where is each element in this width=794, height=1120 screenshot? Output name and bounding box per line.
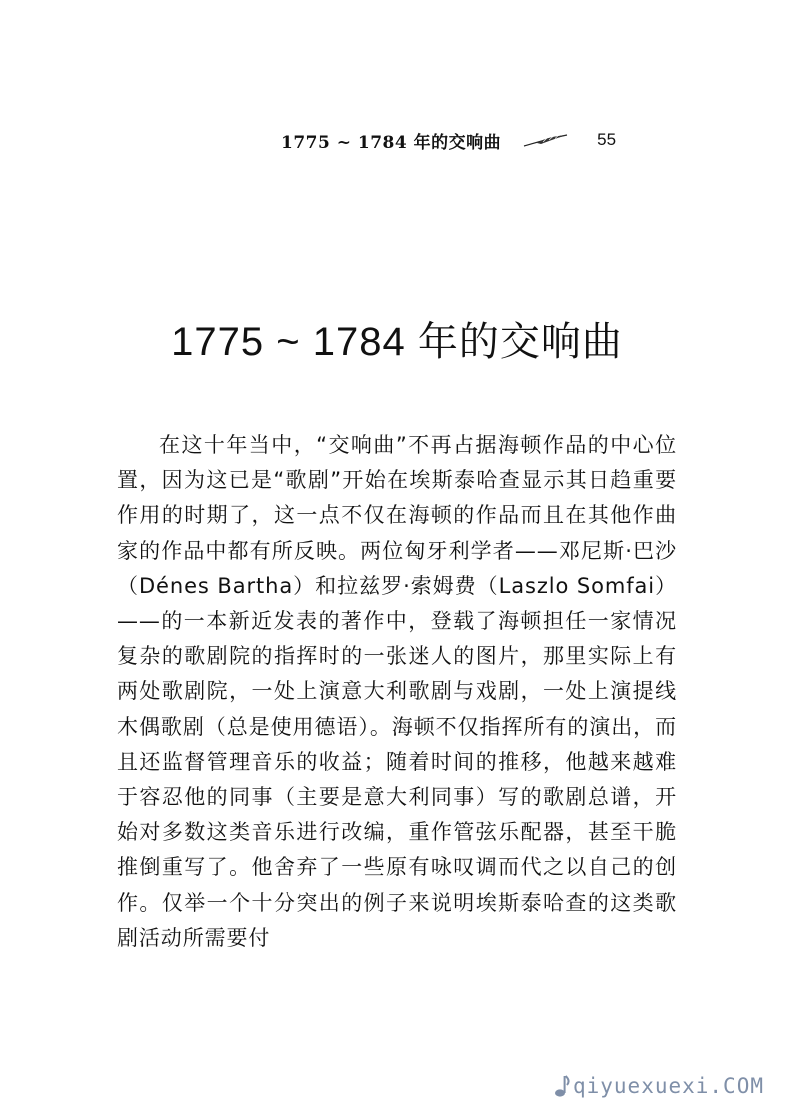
watermark-text: qiyuexuexi.COM xyxy=(572,1074,764,1098)
site-watermark xyxy=(554,1074,764,1098)
body-paragraph: 在这十年当中，“交响曲”不再占据海顿作品的中心位置，因为这已是“歌剧”开始在埃斯泰哈查显示其日趋重要作用的时期了，这一点不仅在海顿的作品而且在其他作曲家的作品中都有所反映。两位匈牙利学者——邓尼斯·巴沙（Dénes Bartha）和拉兹罗·索姆费（Laszlo Somfai）——的一本新近发表的著作中，登载了海顿担任一家情况复杂的歌剧院的指挥时的一张迷人的图片，那里实际上有两处歌剧院，一处上演意大利歌剧与戏剧，一处上演提线木偶歌剧（总是使用德语）。海顿不仅指挥所有的演出，而且还监督管理音乐的收益；随着时间的推移，他越来越难于容忍他的同事（主要是意大利同事）写的歌剧总谱，开始对多数这类音乐进行改编，重作管弦乐配器，甚至干脆推倒重写了。他舍弃了一些原有咏叹调而代之以自己的创作。仅举一个十分突出的例子来说明埃斯泰哈查的这类歌剧活动所需要付 xyxy=(117,433,677,950)
running-header xyxy=(281,126,616,154)
music-note-icon xyxy=(554,1074,570,1098)
chapter-title: 1775 ~ 1784 年的交响曲 xyxy=(171,320,623,364)
page-number: 55 xyxy=(597,130,617,149)
running-header-title: 1775 ~ 1784 年的交响曲 xyxy=(281,132,502,153)
quill-pen-ornament-icon xyxy=(523,133,569,147)
